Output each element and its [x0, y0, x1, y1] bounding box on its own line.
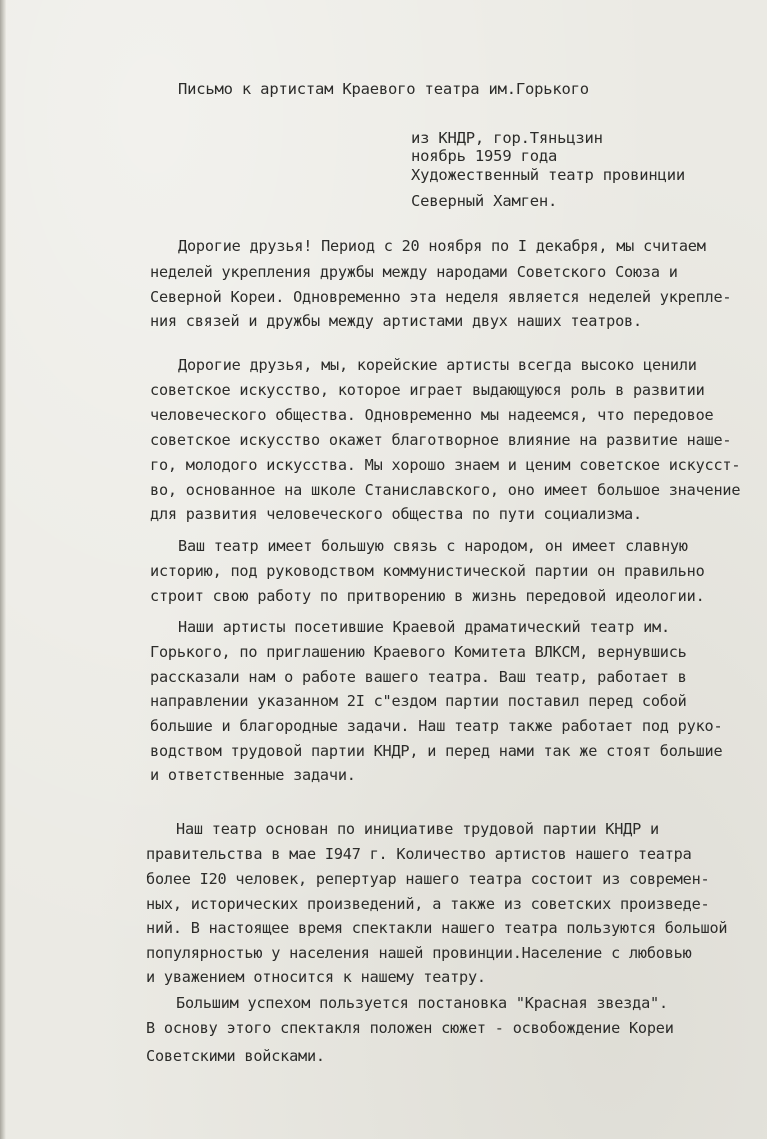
- paragraph-4-line-7: и ответственные задачи.: [150, 766, 356, 784]
- paragraph-5-line-7: и уважением относится к нашему театру.: [146, 968, 486, 986]
- header-line-origin: из КНДР, гор.Тяньцзин: [411, 129, 603, 147]
- paragraph-4-line-2: Горького, по приглашению Краевого Комитета ВЛКСМ, вернувшись: [150, 643, 687, 661]
- paragraph-4-line-6: водством трудовой партии КНДР, и перед нами так же стоят большие: [150, 742, 723, 760]
- paragraph-3-line-2: историю, под руководством коммунистической партии он правильно: [150, 562, 705, 580]
- paragraph-5-line-2: правительства в мае I947 г. Количество артистов нашего театра: [146, 845, 692, 863]
- header-line-date: ноябрь 1959 года: [411, 147, 558, 165]
- paragraph-3-line-1: Ваш театр имеет большую связь с народом, он имеет славную: [178, 537, 688, 555]
- paragraph-4-line-4: направлении указанном 2I с"ездом партии поставил перед собой: [150, 692, 687, 710]
- paragraph-2-line-2: советское искусство, которое играет выдающуюся роль в развитии: [150, 381, 705, 399]
- paragraph-5-line-3: более I20 человек, репертуар нашего театра состоит из современ-: [146, 870, 710, 888]
- paragraph-4-line-1: Наши артисты посетившие Краевой драматический театр им.: [178, 618, 670, 636]
- paragraph-2-line-3: человеческого общества. Одновременно мы надеемся, что передовое: [150, 406, 714, 424]
- paragraph-5-line-6: популярностью у населения нашей провинции.Население с любовью: [146, 944, 692, 962]
- paragraph-2-line-4: советское искусство окажет благотворное влияние на развитие наше-: [150, 431, 732, 449]
- paragraph-1-line-1: Дорогие друзья! Период с 20 ноября по I декабря, мы считаем: [178, 237, 706, 255]
- page-edge-shadow: [0, 0, 6, 1139]
- paragraph-5-line-1: Наш театр основан по инициативе трудовой партии КНДР и: [176, 820, 659, 838]
- paragraph-2-line-7: для развития человеческого общества по пути социализма.: [150, 505, 642, 523]
- paragraph-2-line-6: во, основанное на школе Станиславского, оно имеет большое значение: [150, 481, 741, 499]
- paragraph-6-line-3: Советскими войсками.: [146, 1047, 325, 1065]
- paragraph-2-line-1: Дорогие друзья, мы, корейские артисты всегда высоко ценили: [178, 356, 697, 374]
- document-title: Письмо к артистам Краевого театра им.Горького: [178, 80, 589, 98]
- paragraph-5-line-5: ний. В настоящее время спектакли нашего театра пользуются большой: [146, 919, 728, 937]
- paragraph-1-line-3: Северной Кореи. Одновременно эта неделя является неделей укрепле-: [150, 288, 732, 306]
- paragraph-6-line-2: В основу этого спектакля положен сюжет - освобождение Кореи: [146, 1019, 674, 1037]
- paragraph-2-line-5: го, молодого искусства. Мы хорошо знаем и ценим советское искусст-: [150, 456, 741, 474]
- paragraph-1-line-2: неделей укрепления дружбы между народами Советского Союза и: [150, 263, 678, 281]
- paragraph-6-line-1: Большим успехом пользуется постановка "Красная звезда".: [176, 994, 668, 1012]
- header-line-province: Северный Хамген.: [411, 192, 558, 210]
- paragraph-3-line-3: строит свою работу по притворению в жизнь передовой идеологии.: [150, 587, 705, 605]
- paragraph-1-line-4: ния связей и дружбы между артистами двух наших театров.: [150, 312, 642, 330]
- paragraph-4-line-5: большие и благородные задачи. Наш театр также работает под руко-: [150, 717, 723, 735]
- paragraph-5-line-4: ных, исторических произведений, а также из советских произведе-: [146, 895, 710, 913]
- paragraph-4-line-3: рассказали нам о работе вашего театра. Ваш театр, работает в: [150, 668, 687, 686]
- header-line-theatre: Художественный театр провинции: [411, 166, 685, 184]
